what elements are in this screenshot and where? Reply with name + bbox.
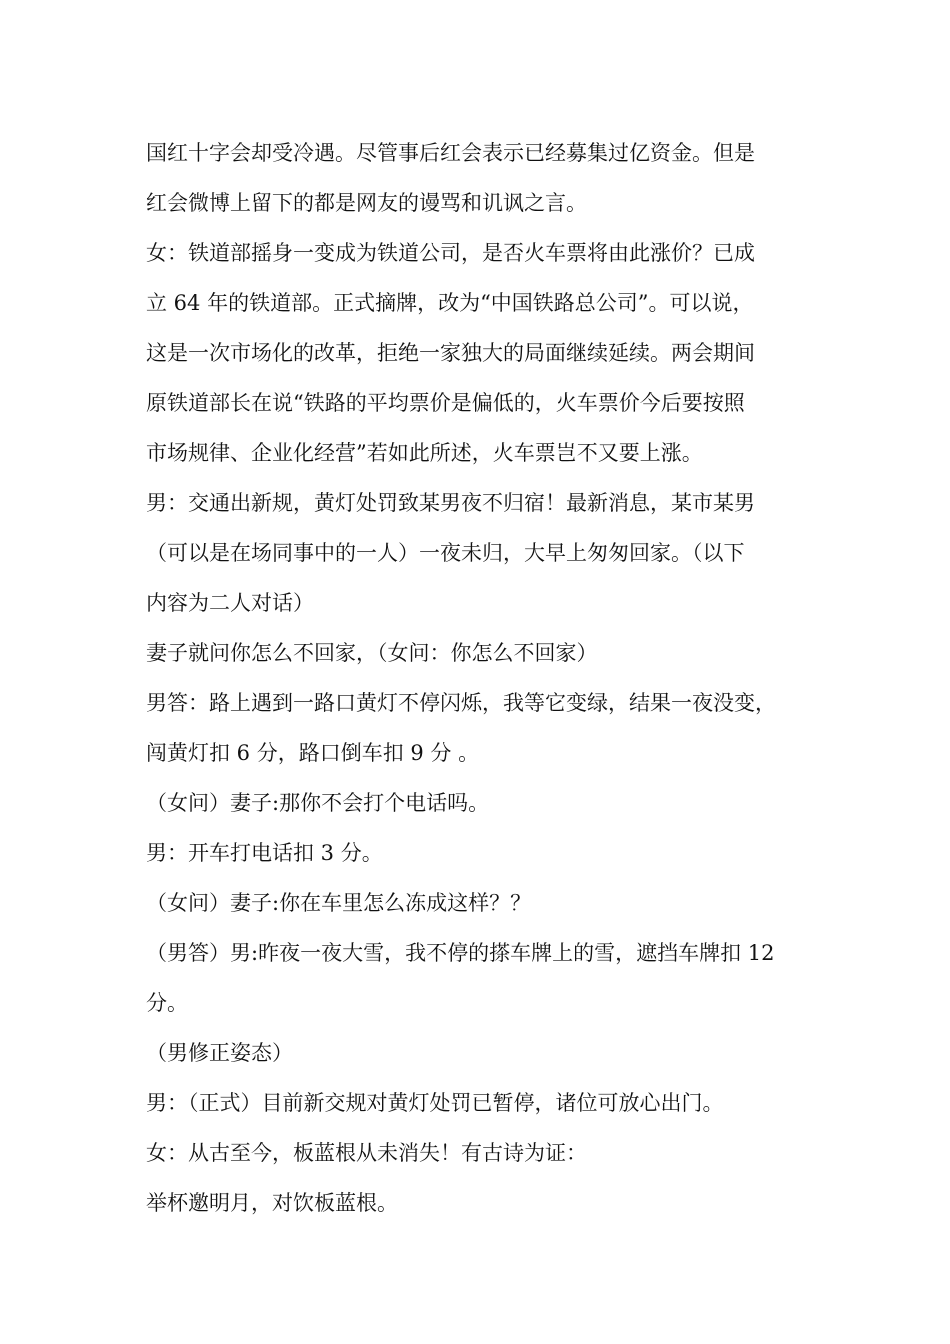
text-line: 市场规律、企业化经营”若如此所述，火车票岂不又要上涨。 xyxy=(146,441,703,465)
text-line: 举杯邀明月，对饮板蓝根。 xyxy=(146,1191,398,1215)
text-line: 这是一次市场化的改革，拒绝一家独大的局面继续延续。两会期间 xyxy=(146,341,755,365)
text-line: 男答：路上遇到一路口黄灯不停闪烁，我等它变绿，结果一夜没变， xyxy=(146,691,776,715)
body-text xyxy=(146,128,826,1228)
text-line: （女问）妻子:那你不会打个电话吗。 xyxy=(146,791,490,815)
text-line: 男：开车打电话扣 3 分。 xyxy=(146,841,383,865)
text-line: 女：铁道部摇身一变成为铁道公司，是否火车票将由此涨价？已成 xyxy=(146,241,755,265)
text-line: 内容为二人对话） xyxy=(146,591,314,615)
text-line: （可以是在场同事中的一人）一夜未归，大早上匆匆回家。（以下 xyxy=(146,541,745,565)
text-line: （男修正姿态） xyxy=(146,1041,293,1065)
text-line: （男答）男:昨夜一夜大雪，我不停的搽车牌上的雪，遮挡车牌扣 12 xyxy=(146,941,775,965)
text-line: 男：（正式）目前新交规对黄灯处罚已暂停，诸位可放心出门。 xyxy=(146,1091,724,1115)
text-line: 国红十字会却受冷遇。尽管事后红会表示已经募集过亿资金。但是 xyxy=(146,141,755,165)
text-line: 分。 xyxy=(146,991,188,1015)
text-line: 闯黄灯扣 6 分，路口倒车扣 9 分 。 xyxy=(146,741,480,765)
text-line: 立 64 年的铁道部。正式摘牌，改为“中国铁路总公司”。可以说， xyxy=(146,291,754,315)
text-line: （女问）妻子:你在车里怎么冻成这样？？ xyxy=(146,891,532,915)
text-line: 妻子就问你怎么不回家，（女问：你怎么不回家） xyxy=(146,641,598,665)
text-line: 原铁道部长在说“铁路的平均票价是偏低的，火车票价今后要按照 xyxy=(146,391,745,415)
text-line: 红会微博上留下的都是网友的谩骂和讥讽之言。 xyxy=(146,191,587,215)
text-line: 女：从古至今，板蓝根从未消失！有古诗为证： xyxy=(146,1141,587,1165)
text-line: 男：交通出新规，黄灯处罚致某男夜不归宿！最新消息，某市某男 xyxy=(146,491,755,515)
